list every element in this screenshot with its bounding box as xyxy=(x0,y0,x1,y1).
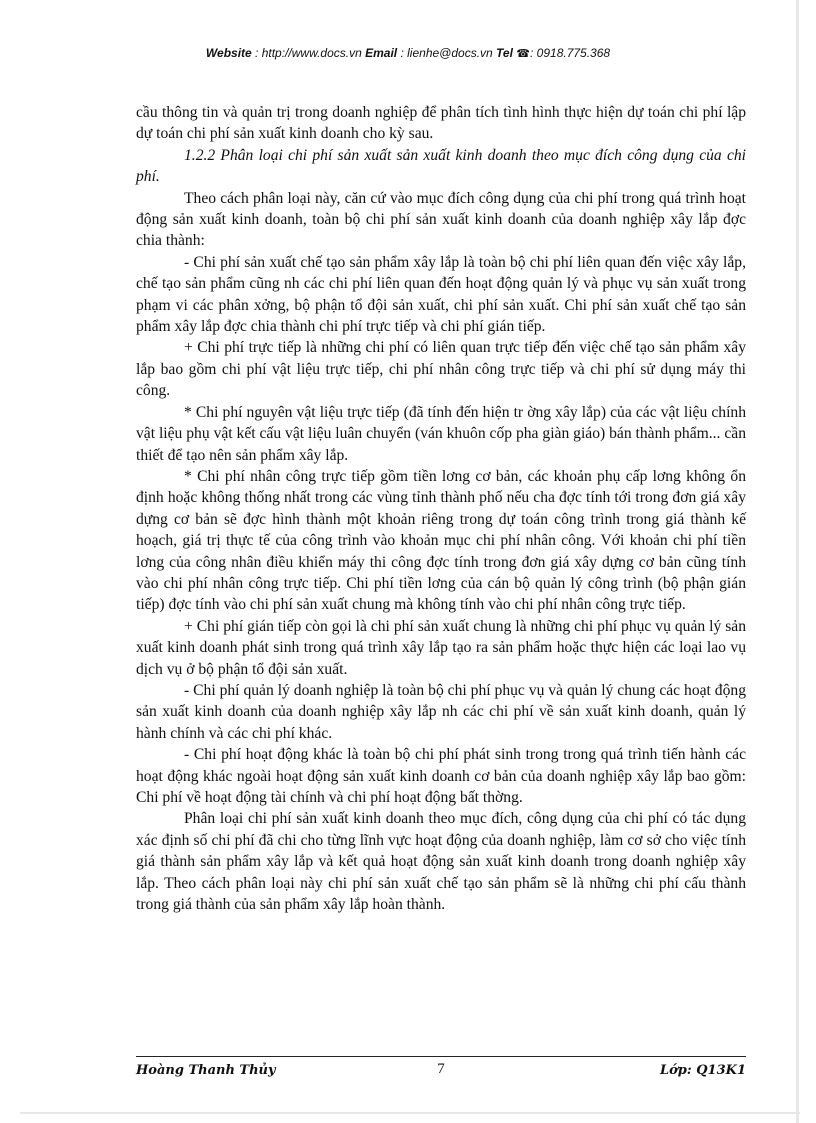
paragraph: * Chi phí nhân công trực tiếp gồm tiền lơng cơ bản, các khoản phụ cấp lơng không ổn định hoặc không thống nhất trong các vùng tỉnh thành phố nếu cha đợc tính tới trong đơn giá xây dựng cơ bản sẽ đợc hình thành một khoản riêng trong dự toán công trình trong giá thành kế hoạch, giá trị thực tế của công trình vào khoản mục chi phí nhân công. Với khoản chi phí tiền lơng của công nhân điều khiển máy thi công đợc tính trong đơn giá xây dựng cơ bản cũng tính vào chi phí nhân công trực tiếp. Chi phí tiền lơng của cán bộ quản lý công trình (bộ phận gián tiếp) đợc tính vào chi phí sản xuất chung mà không tính vào chi phí nhân công trực tiếp. xyxy=(136,467,746,614)
paragraph: - Chi phí quản lý doanh nghiệp là toàn bộ chi phí phục vụ và quản lý chung các hoạt động sản xuất kinh doanh của doanh nghiệp xây lắp nh các chi phí về sản xuất kinh doanh, quản lý hành chính và các chi phí khác. xyxy=(136,681,746,742)
footer-author: Hoàng Thanh Thủy xyxy=(136,1063,276,1078)
footer-divider xyxy=(136,1056,746,1057)
section-heading: 1.2.2 Phân loại chi phí sản xuất sản xuất kinh doanh theo mục đích công dụng của chi phí. xyxy=(136,146,746,186)
page-header xyxy=(0,46,816,60)
paragraph: + Chi phí trực tiếp là những chi phí có liên quan trực tiếp đến việc chế tạo sản phẩm xây lắp bao gồm chi phí vật liệu trực tiếp, chi phí nhân công trực tiếp và chi phí sử dụng máy thi công. xyxy=(136,339,746,400)
website-label: Website xyxy=(205,46,252,60)
document-body xyxy=(136,102,746,915)
page-shadow-bottom xyxy=(20,1112,800,1114)
page-number: 7 xyxy=(437,1061,445,1077)
tel-label: Tel xyxy=(496,46,513,60)
paragraph-continuation: cầu thông tin và quản trị trong doanh nghiệp để phân tích tình hình thực hiện dự toán chi phí lập dự toán chi phí sản xuất kinh doanh cho kỳ sau. xyxy=(136,104,746,143)
phone-icon: ☎ xyxy=(516,48,530,60)
paragraph: - Chi phí hoạt động khác là toàn bộ chi phí phát sinh trong trong quá trình tiến hành các hoạt động khác ngoài hoạt động sản xuất kinh doanh cơ bản của doanh nghiệp xây lắp bao gồm: Chi phí về hoạt động tài chính và chi phí hoạt động bất thờng. xyxy=(136,746,746,806)
paragraph: + Chi phí gián tiếp còn gọi là chi phí sản xuất chung là những chi phí phục vụ quản lý sản xuất kinh doanh phát sinh trong quá trình xây lắp tạo ra sản phẩm hoặc thực hiện các loại lao vụ dịch vụ ở bộ phận tổ đội sản xuất. xyxy=(136,617,746,678)
website-value: : http://www.docs.vn xyxy=(255,46,362,60)
paragraph: * Chi phí nguyên vật liệu trực tiếp (đã tính đến hiện tr ờng xây lắp) của các vật liệu chính vật liệu phụ vật kết cấu vật liệu luân chuyển (ván khuôn cốp pha giàn giáo) bán thành phẩm... cần thiết để tạo nên sản phẩm xây lắp. xyxy=(136,403,746,464)
page-footer xyxy=(136,1061,746,1083)
page-shadow-right xyxy=(796,0,799,1123)
tel-value: : 0918.775.368 xyxy=(530,46,611,60)
paragraph: Phân loại chi phí sản xuất kinh doanh theo mục đích, công dụng của chi phí có tác dụng xác định số chi phí đã chi cho từng lĩnh vực hoạt động của doanh nghiệp, làm cơ sở cho việc tính giá thành sản phẩm xây lắp và kết quả hoạt động sản xuất kinh doanh trong doanh nghiệp xây lắp. Theo cách phân loại này chi phí sản xuất chế tạo sản phẩm sẽ là những chi phí cấu thành trong giá thành của sản phẩm xây lắp hoàn thành. xyxy=(136,810,746,914)
email-value: : lienhe@docs.vn xyxy=(400,46,493,60)
paragraph: Theo cách phân loại này, căn cứ vào mục đích công dụng của chi phí trong quá trình hoạt động sản xuất kinh doanh, toàn bộ chi phí sản xuất kinh doanh của doanh nghiệp xây lắp đợc chia thành: xyxy=(136,189,746,250)
footer-class: Lớp: Q13K1 xyxy=(660,1063,746,1078)
email-label: Email xyxy=(365,46,398,60)
paragraph: - Chi phí sản xuất chế tạo sản phẩm xây lắp là toàn bộ chi phí liên quan đến việc xây lắp, chế tạo sản phẩm cũng nh các chi phí liên quan đến hoạt động quản lý và phục vụ sản xuất trong phạm vi các phân xởng, bộ phận tổ đội sản xuất, chi phí sản xuất. Chi phí sản xuất chế tạo sản phẩm xây lắp đợc chia thành chi phí trực tiếp và chi phí gián tiếp. xyxy=(136,253,746,336)
